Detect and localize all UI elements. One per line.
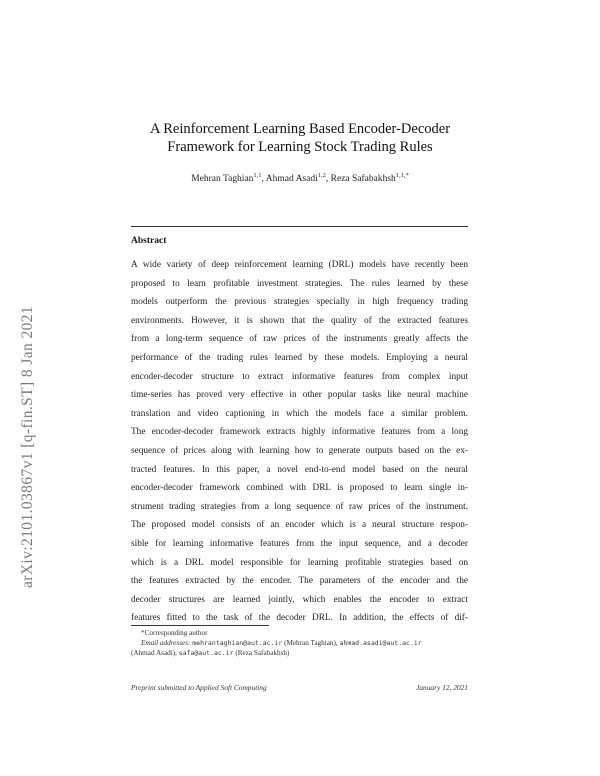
abstract-line: decoder structures are learned jointly, which enables the encoder to extract [131, 594, 468, 605]
abstract-line: The encoder-decoder framework extracts highly informative features from a long [131, 427, 468, 438]
abstract-line: performance of the trading rules learned by these models. Employing a neural [131, 352, 468, 363]
abstract-line: the features extracted by the encoder. The parameters of the encoder and the [131, 576, 468, 587]
author-name: Reza Safabakhsh [330, 174, 396, 185]
abstract-line: models outperform the previous strategies specially in high frequency trading [131, 297, 468, 308]
paper-title-line-1: A Reinforcement Learning Based Encoder-Decoder [149, 121, 451, 137]
preprint-date: January 12, 2021 [416, 683, 468, 692]
corresponding-author-note: *Corresponding author [141, 629, 208, 637]
arxiv-identifier-stamp: arXiv:2101.03867v1 [q-fin.ST] 8 Jan 2021 [19, 305, 36, 588]
paper-title-line-2: Framework for Learning Stock Trading Rules [167, 139, 433, 155]
author-name: Mehran Taghian [191, 174, 254, 185]
email-label: Email addresses: [141, 639, 191, 647]
email-address[interactable]: safa@aut.ac.ir [178, 649, 234, 657]
footnote-rule [131, 625, 269, 626]
abstract-line: sible for learning informative features from the input sequence, and a decoder [131, 538, 468, 549]
abstract-top-rule [131, 226, 468, 227]
author-affiliation: 1,1 [253, 172, 262, 179]
preprint-note: Preprint submitted to Applied Soft Computing [131, 683, 267, 692]
author-list: Mehran Taghian$^{1,1}$, Ahmad Asadi$^{1,2}$, Reza Safabakhsh$^{1,1,*}$ [191, 172, 409, 185]
abstract-line: The proposed model consists of an encoder which is a neural structure respon- [131, 520, 468, 531]
email-owner: (Ahmad Asadi), [131, 649, 177, 657]
abstract-line: environments. However, it is shown that the quality of the extracted features [131, 315, 468, 326]
abstract-line: proposed to learn profitable investment strategies. The rules learned by these [131, 278, 468, 289]
email-addresses-note [131, 638, 468, 648]
abstract-line: strument trading strategies from a long sequence of raw prices of the instrument. [131, 501, 468, 512]
abstract-line: A wide variety of deep reinforcement learning (DRL) models have recently been [131, 260, 468, 270]
abstract-body [131, 256, 468, 628]
abstract-heading: Abstract [131, 236, 167, 246]
abstract-line: sequence of prices along with learning how to generate outputs based on the ex- [131, 445, 468, 456]
abstract-line: from a long-term sequence of raw prices of the instruments greatly affects the [131, 334, 468, 345]
author-affiliation: 1,1,* [395, 172, 409, 179]
abstract-line: encoder-decoder framework combined with DRL is proposed to learn single in- [131, 483, 468, 494]
email-address[interactable]: mehrantaghian@aut.ac.ir [192, 639, 283, 647]
author-affiliation: 1,2 [317, 172, 326, 179]
abstract-line: features fitted to the task of the decoder DRL. In addition, the effects of dif- [131, 613, 468, 624]
email-address[interactable]: ahmad.asadi@aut.ac.ir [339, 639, 422, 647]
abstract-line: time-series has proved very effective in other popular tasks like neural machine [131, 390, 468, 401]
paper-title [100, 120, 500, 156]
email-owner: (Reza Safabakhsh) [235, 649, 290, 657]
footnotes [131, 628, 468, 658]
abstract-line: translation and video captioning in which the models face a similar problem. [131, 408, 468, 419]
author-name: Ahmad Asadi [265, 174, 318, 185]
abstract-line: which is a DRL model responsible for learning profitable strategies based on [131, 557, 468, 568]
email-owner: (Mehran Taghian), [284, 639, 338, 647]
abstract-line: tracted features. In this paper, a novel end-to-end model based on the neural [131, 464, 468, 475]
email-addresses-note-continued [131, 648, 468, 658]
abstract-line: encoder-decoder structure to extract informative features from complex input [131, 371, 468, 382]
